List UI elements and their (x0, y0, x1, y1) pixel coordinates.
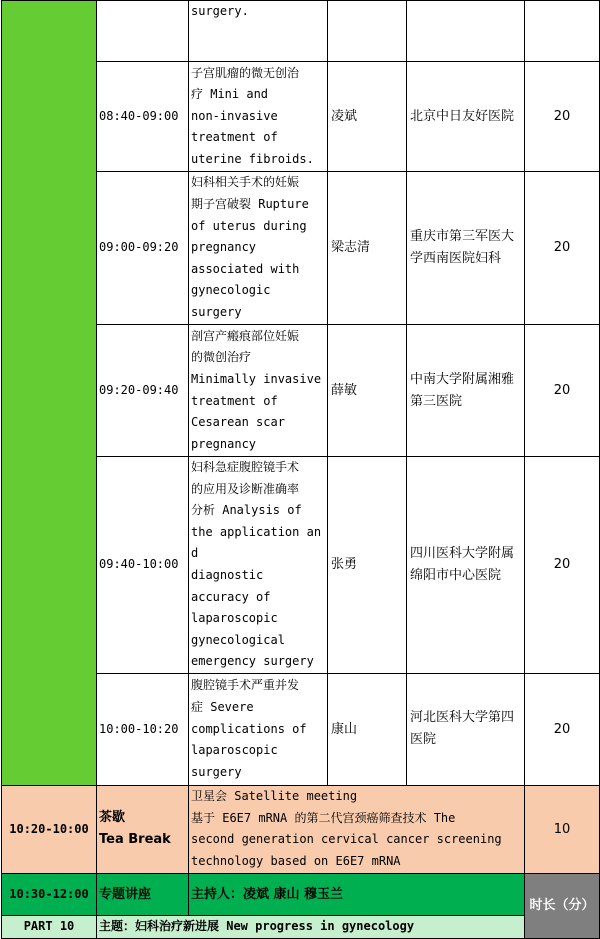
talk-duration: 20 (525, 62, 600, 172)
talk-duration: 20 (525, 325, 600, 457)
session-time: 10:30-12:00 (2, 873, 97, 915)
talk-time: 09:20-09:40 (97, 325, 189, 457)
talk-speaker: 康山 (328, 673, 407, 785)
talk-speaker: 凌斌 (328, 62, 407, 172)
tea-break-label: 茶歇 Tea Break (97, 785, 189, 873)
talk-time: 09:40-10:00 (97, 457, 189, 674)
talk-duration: 20 (525, 673, 600, 785)
talk-time (97, 1, 189, 62)
session-theme: 主题：妇科治疗新进展 New progress in gynecology (97, 915, 525, 938)
talk-speaker: 张勇 (328, 457, 407, 674)
session-type: 专题讲座 (97, 873, 189, 915)
talk-title: 妇科急症腹腔镜手术 的应用及诊断准确率 分析 Analysis of the application and diagnostic accuracy of laparoscopic gynecological emergency surgery (189, 457, 328, 674)
part-label: PART 10 (2, 915, 97, 938)
talk-speaker: 薛敏 (328, 325, 407, 457)
talk-institution: 北京中日友好医院 (407, 62, 525, 172)
talk-duration: 20 (525, 172, 600, 325)
talk-institution: 重庆市第三军医大学西南医院妇科 (407, 172, 525, 325)
talk-time: 09:00-09:20 (97, 172, 189, 325)
tea-break-duration: 10 (525, 785, 600, 873)
talk-speaker (328, 1, 407, 62)
tea-break-time: 10:20-10:00 (2, 785, 97, 873)
schedule-table (1, 0, 600, 939)
session-color-block (2, 1, 97, 786)
talk-title: 剖宫产瘢痕部位妊娠 的微创治疗 Minimally invasive treatment of Cesarean scar pregnancy (189, 325, 328, 457)
talk-duration (525, 1, 600, 62)
talk-title: 子宫肌瘤的微无创治 疗 Mini and non-invasive treatment of uterine fibroids. (189, 62, 328, 172)
talk-title: 妇科相关手术的妊娠 期子宫破裂 Rupture of uterus during pregnancy associated with gynecologic surgery (189, 172, 328, 325)
duration-header: 时长（分） (525, 873, 600, 938)
session-header-row (2, 873, 600, 915)
talk-time: 08:40-09:00 (97, 62, 189, 172)
tea-break-row (2, 785, 600, 873)
talk-institution (407, 1, 525, 62)
session-theme-row (2, 915, 600, 938)
talk-time: 10:00-10:20 (97, 673, 189, 785)
talk-institution: 中南大学附属湘雅第三医院 (407, 325, 525, 457)
talk-duration: 20 (525, 457, 600, 674)
session-hosts: 主持人：凌斌 康山 穆玉兰 (189, 873, 525, 915)
talk-speaker: 梁志清 (328, 172, 407, 325)
talk-institution: 河北医科大学第四医院 (407, 673, 525, 785)
talk-title: surgery. (189, 1, 328, 62)
talk-institution: 四川医科大学附属绵阳市中心医院 (407, 457, 525, 674)
talk-row (2, 1, 600, 62)
talk-title: 腹腔镜手术严重并发 症 Severe complications of laparoscopic surgery (189, 673, 328, 785)
satellite-meeting: 卫星会 Satellite meeting 基于 E6E7 mRNA 的第二代宫颈癌筛查技术 The second generation cervical cancer screening technology based on E6E7 mRNA (189, 785, 525, 873)
